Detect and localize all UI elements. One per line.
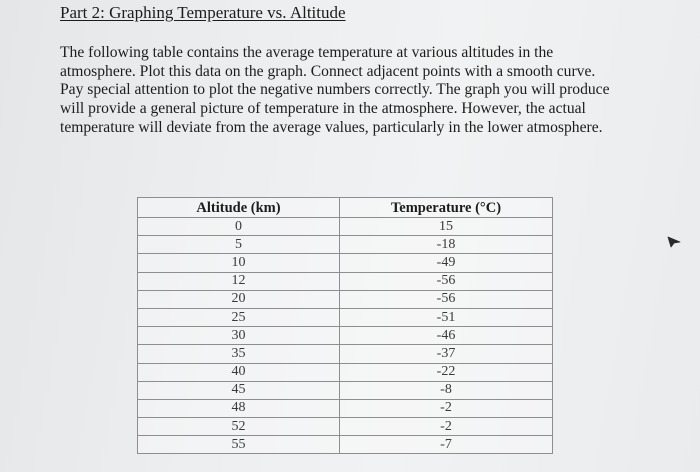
table-row — [138, 254, 553, 272]
altitude-cell: 10 — [138, 254, 340, 272]
table-row — [138, 218, 553, 236]
table-row — [138, 436, 553, 454]
altitude-cell: 52 — [138, 418, 340, 436]
page-title: Part 2: Graphing Temperature vs. Altitude — [60, 3, 346, 22]
temperature-cell: -8 — [340, 381, 553, 399]
temperature-cell: -49 — [340, 254, 553, 272]
altitude-cell: 30 — [138, 327, 340, 345]
altitude-cell: 25 — [138, 308, 340, 326]
table-row — [138, 290, 553, 308]
temperature-column-header: Temperature (°C) — [340, 198, 553, 218]
table-row — [138, 418, 553, 436]
table-row — [138, 272, 553, 290]
altitude-temperature-table-container — [137, 197, 552, 455]
temperature-cell: -18 — [340, 236, 553, 254]
table-row — [138, 381, 553, 399]
instructions-line: temperature will deviate from the average values, particularly in the lower atmosphere. — [60, 118, 603, 136]
altitude-cell: 40 — [138, 363, 340, 381]
temperature-cell: -37 — [340, 345, 553, 363]
altitude-cell: 45 — [138, 381, 340, 399]
table-row — [138, 345, 553, 363]
altitude-cell: 5 — [138, 236, 340, 254]
altitude-temperature-table — [137, 197, 553, 454]
temperature-cell: -2 — [340, 418, 553, 436]
temperature-cell: -22 — [340, 363, 553, 381]
altitude-cell: 12 — [138, 272, 340, 290]
altitude-cell: 55 — [138, 436, 340, 454]
table-row — [138, 236, 553, 254]
altitude-cell: 35 — [138, 345, 340, 363]
temperature-cell: -56 — [340, 290, 553, 308]
temperature-cell: 15 — [340, 218, 553, 236]
instructions-line: will provide a general picture of temperature in the atmosphere. However, the actual — [60, 100, 586, 118]
table-header-row — [138, 198, 553, 218]
instructions-line: Pay special attention to plot the negative numbers correctly. The graph you will produce — [60, 81, 610, 99]
temperature-cell: -46 — [340, 327, 553, 345]
temperature-cell: -56 — [340, 272, 553, 290]
table-row — [138, 363, 553, 381]
table-row — [138, 327, 553, 345]
table-row — [138, 399, 553, 417]
arrow-pointer-icon — [667, 236, 681, 248]
altitude-cell: 0 — [138, 218, 340, 236]
instructions-paragraph — [60, 44, 620, 138]
table-row — [138, 308, 553, 326]
temperature-cell: -51 — [340, 308, 553, 326]
altitude-cell: 48 — [138, 399, 340, 417]
instructions-line: atmosphere. Plot this data on the graph. Connect adjacent points with a smooth curve. — [60, 62, 596, 80]
instructions-line: The following table contains the average temperature at various altitudes in the — [60, 44, 554, 61]
altitude-cell: 20 — [138, 290, 340, 308]
altitude-column-header: Altitude (km) — [138, 198, 340, 218]
temperature-cell: -2 — [340, 399, 553, 417]
temperature-cell: -7 — [340, 436, 553, 454]
